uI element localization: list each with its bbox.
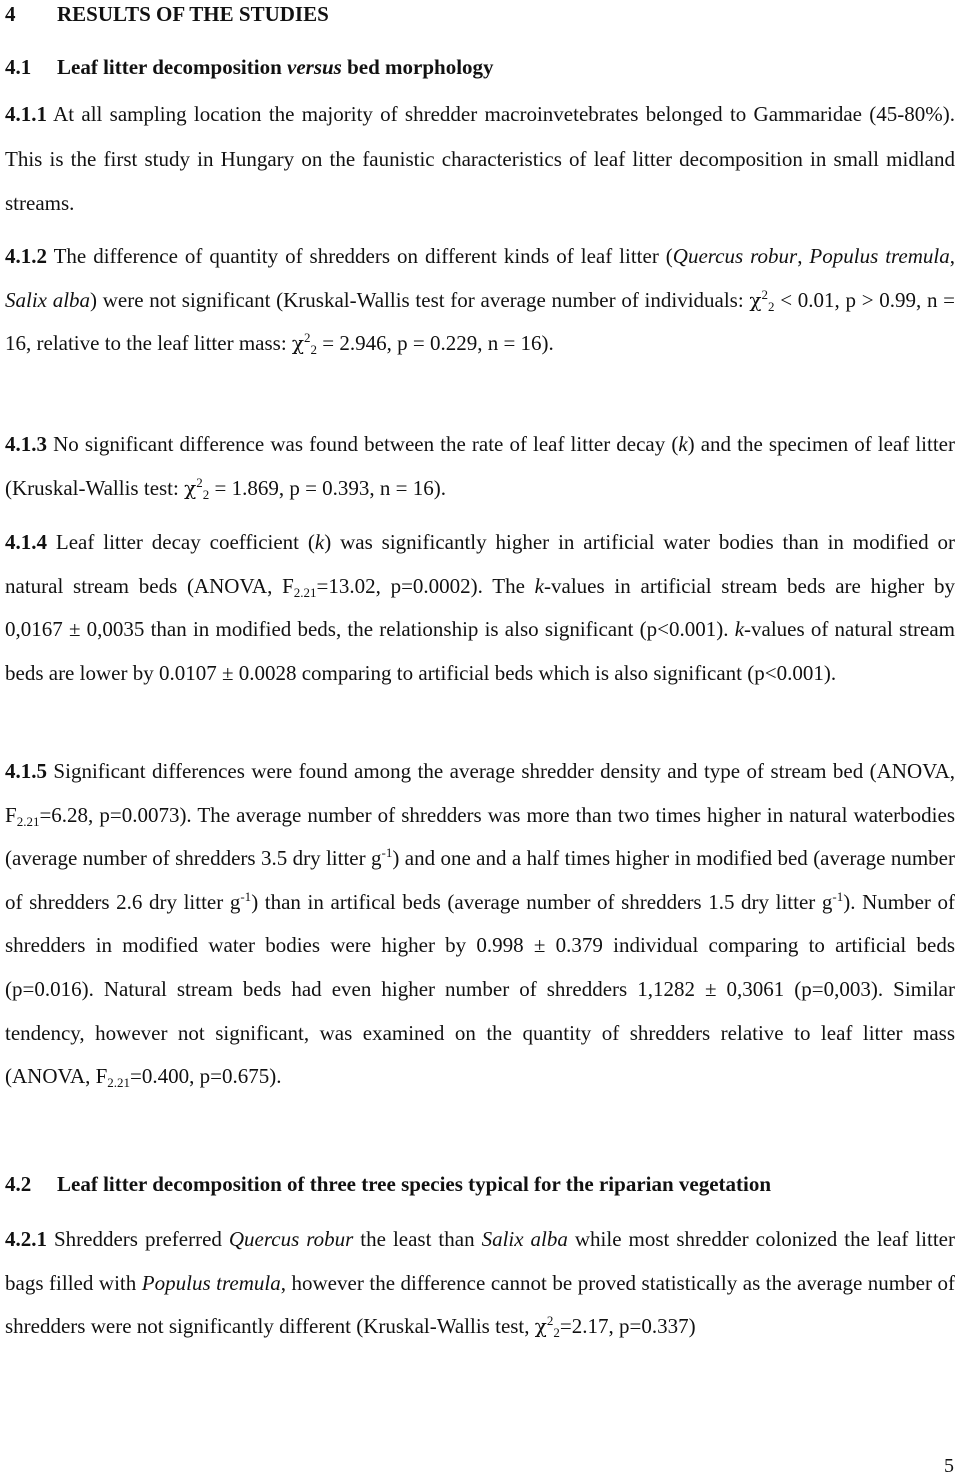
variable-k: k bbox=[314, 530, 325, 554]
chi-symbol: χ bbox=[534, 1314, 547, 1338]
text-run: -values in artificial stream beds are higher by 0,0167 ± 0,0035 than in modified beds, the relationship is also significant (p<0.001). bbox=[5, 573, 955, 641]
text-run: Shredders preferred bbox=[47, 1227, 229, 1251]
heading-number: 4.2 bbox=[5, 1172, 32, 1196]
species-name: Salix alba bbox=[5, 287, 91, 312]
paragraph-number: 4.1.1 bbox=[5, 102, 47, 126]
text-run: The difference of quantity of shredders on different kinds of leaf litter ( bbox=[47, 244, 673, 268]
heading-title-part: bed morphology bbox=[341, 55, 494, 79]
heading-4-1 bbox=[5, 54, 494, 80]
text-run: ) and one and a half times higher in modified bed (average number of shredders 2.6 dry litter g bbox=[5, 846, 955, 914]
subscript: 2.21 bbox=[16, 813, 40, 829]
text-run: while most shredder colonized the leaf litter bags filled with bbox=[5, 1227, 955, 1295]
chi-symbol: χ bbox=[749, 287, 762, 312]
heading-title-part: Leaf litter decomposition bbox=[57, 55, 287, 79]
chi-symbol: χ bbox=[291, 331, 305, 355]
paragraph-4-1-2 bbox=[5, 235, 955, 366]
heading-results bbox=[5, 1, 329, 27]
heading-number: 4 bbox=[5, 2, 16, 26]
text-run: , bbox=[949, 244, 955, 268]
paragraph-number: 4.2.1 bbox=[5, 1227, 47, 1251]
chi-symbol: χ bbox=[184, 476, 197, 500]
text-run: Significant differences were found among the average shredder density and type of stream bed (ANOVA, F bbox=[5, 759, 955, 827]
paragraph-4-1-3 bbox=[5, 422, 955, 510]
text-run: -values of natural stream beds are lower by 0.0107 ± 0.0028 comparing to artificial beds which is also significant (p<0.001). bbox=[5, 617, 956, 685]
superscript: -1 bbox=[832, 888, 844, 904]
species-name: Quercus robur bbox=[228, 1227, 354, 1251]
page-number: 5 bbox=[944, 1455, 954, 1477]
superscript: -1 bbox=[381, 845, 393, 861]
species-name: Populus tremula bbox=[809, 244, 950, 268]
paragraph-number: 4.1.2 bbox=[5, 244, 47, 268]
paragraph-4-1-4 bbox=[5, 521, 955, 695]
superscript: 2 bbox=[761, 286, 769, 302]
superscript: 2 bbox=[546, 1313, 554, 1328]
text-run: the least than bbox=[353, 1227, 482, 1251]
paragraph-4-1-1 bbox=[5, 92, 955, 226]
paragraph-number: 4.1.4 bbox=[5, 530, 47, 554]
text-run: < 0.01, p > 0.99, n = 16, relative to the leaf litter mass: bbox=[5, 287, 955, 355]
heading-title-italic: versus bbox=[287, 55, 342, 79]
heading-title: Leaf litter decomposition of three tree species typical for the riparian vegetation bbox=[57, 1172, 772, 1196]
variable-k: k bbox=[534, 573, 544, 598]
paragraph-number: 4.1.5 bbox=[5, 759, 47, 783]
text-run: , bbox=[797, 244, 810, 268]
text-run: ) were not significant (Kruskal-Wallis test for average number of individuals: bbox=[90, 287, 750, 312]
subscript: 2 bbox=[768, 298, 775, 314]
subscript: 2.21 bbox=[293, 584, 317, 600]
text-run: ) than in artifical beds (average number of shredders 1.5 dry litter g bbox=[251, 889, 833, 914]
text-run: = 2.946, p = 0.229, n = 16). bbox=[317, 331, 554, 355]
text-run: =6.28, p=0.0073). The average number of shredders was more than two times higher in natural waterbodies (average number of shredders 3.5 dry litter g bbox=[5, 802, 955, 871]
text-run: Leaf litter decay coefficient ( bbox=[47, 530, 315, 554]
subscript: 2.21 bbox=[107, 1075, 131, 1091]
subscript: 2 bbox=[553, 1325, 560, 1340]
text-run: =2.17, p=0.337) bbox=[559, 1314, 696, 1338]
variable-k: k bbox=[734, 617, 745, 641]
heading-number: 4.1 bbox=[5, 55, 32, 79]
text-run: ). Number of shredders in modified water bodies were higher by 0.998 ± 0.379 individual comparing to artificial beds (p=0.016). Natural stream beds had even higher number of shredders 1,1282 ± 0,3061 (p=0,003). Similar tendency, however not significant, was examined on the quantity of shredders relative to leaf litter mass (ANOVA, F bbox=[5, 889, 955, 1089]
superscript: 2 bbox=[196, 475, 203, 490]
text-run: , however the difference cannot be proved statistically as the average number of shredders were not significantly different (Kruskal-Wallis test, bbox=[5, 1270, 955, 1338]
variable-k: k bbox=[678, 432, 688, 456]
paragraph-4-2-1 bbox=[5, 1218, 955, 1349]
text-run: =0.400, p=0.675). bbox=[130, 1064, 282, 1089]
subscript: 2 bbox=[310, 342, 318, 357]
text-run: No significant difference was found between the rate of leaf litter decay ( bbox=[47, 432, 679, 456]
subscript: 2 bbox=[202, 487, 210, 502]
text-run: ) was significantly higher in artificial water bodies than in modified or natural stream beds (ANOVA, F bbox=[5, 530, 955, 598]
species-name: Salix alba bbox=[481, 1227, 568, 1251]
text-run: = 1.869, p = 0.393, n = 16). bbox=[209, 476, 447, 500]
species-name: Populus tremula bbox=[141, 1270, 281, 1295]
text-run: =13.02, p=0.0002). The bbox=[316, 573, 535, 598]
paragraph-4-1-5 bbox=[5, 750, 955, 1099]
superscript: 2 bbox=[304, 330, 311, 345]
heading-4-2 bbox=[5, 1171, 771, 1197]
heading-title: RESULTS OF THE STUDIES bbox=[57, 2, 329, 26]
paragraph-text: At all sampling location the majority of shredder macroinvetebrates belonged to Gammaridae (45-80%). This is the first study in Hungary on the faunistic characteristics of leaf litter decomposition in small midland streams. bbox=[5, 102, 955, 215]
species-name: Quercus robur bbox=[672, 244, 798, 268]
text-run: ) and the specimen of leaf litter (Kruskal-Wallis test: bbox=[5, 432, 955, 500]
superscript: -1 bbox=[240, 888, 252, 904]
paragraph-number: 4.1.3 bbox=[5, 432, 47, 456]
